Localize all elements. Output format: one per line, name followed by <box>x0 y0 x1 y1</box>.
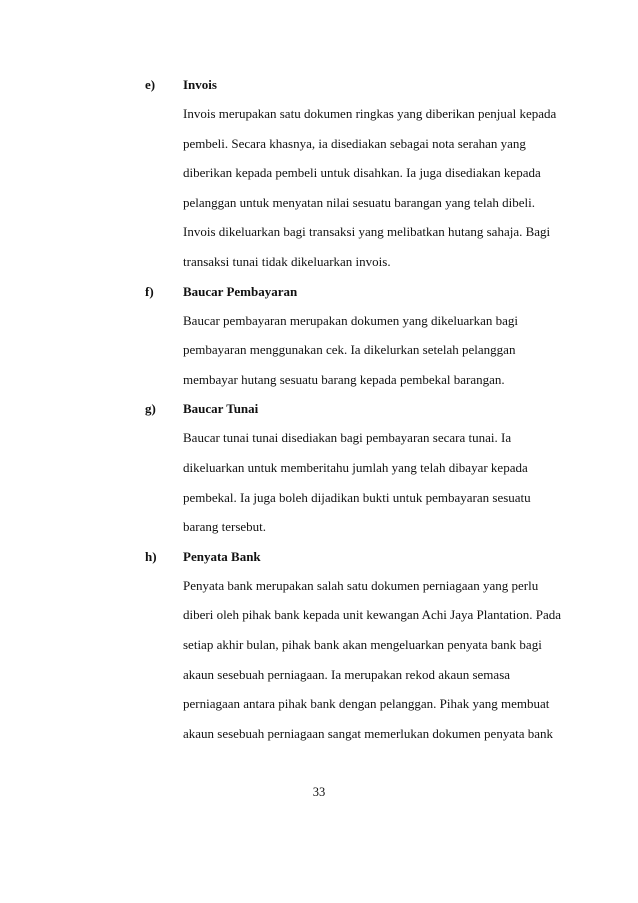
paragraph-line: pembayaran menggunakan cek. Ia dikelurkan setelah pelanggan <box>183 342 516 358</box>
paragraph-line: perniagaan antara pihak bank dengan pelanggan. Pihak yang membuat <box>183 696 550 712</box>
section-label: g) <box>145 401 156 417</box>
paragraph-line: diberi oleh pihak bank kepada unit kewangan Achi Jaya Plantation. Pada <box>183 607 561 623</box>
section-h <box>145 542 575 749</box>
paragraph-line: diberikan kepada pembeli untuk disahkan. Ia juga disediakan kepada <box>183 165 541 181</box>
section-label: h) <box>145 548 157 564</box>
paragraph-line: membayar hutang sesuatu barang kepada pembekal barangan. <box>183 371 505 387</box>
section-f <box>145 277 575 395</box>
paragraph-line: barang tersebut. <box>183 519 267 535</box>
section-heading: Penyata Bank <box>183 548 261 564</box>
paragraph-line: setiap akhir bulan, pihak bank akan mengeluarkan penyata bank bagi <box>183 636 542 652</box>
paragraph-line: Penyata bank merupakan salah satu dokumen perniagaan yang perlu <box>183 577 539 593</box>
page-content <box>145 70 575 748</box>
paragraph-line: pembeli. Secara khasnya, ia disediakan sebagai nota serahan yang <box>183 135 526 151</box>
paragraph-line: dikeluarkan untuk memberitahu jumlah yang telah dibayar kepada <box>183 459 528 475</box>
section-e <box>145 70 575 277</box>
paragraph-line: Baucar pembayaran merupakan dokumen yang dikeluarkan bagi <box>183 312 518 328</box>
paragraph-line: akaun sesebuah perniagaan. Ia merupakan rekod akaun semasa <box>183 666 511 682</box>
section-heading: Invois <box>183 77 217 92</box>
section-g <box>145 394 575 541</box>
section-heading: Baucar Tunai <box>183 401 259 417</box>
paragraph-line: Baucar tunai tunai disediakan bagi pembayaran secara tunai. Ia <box>183 430 512 446</box>
paragraph-line: pembekal. Ia juga boleh dijadikan bukti untuk pembayaran sesuatu <box>183 489 531 505</box>
paragraph-line: pelanggan untuk menyatan nilai sesuatu barangan yang telah dibeli. <box>183 194 535 210</box>
paragraph-line: Invois dikeluarkan bagi transaksi yang melibatkan hutang sahaja. Bagi <box>183 224 551 240</box>
section-label: e) <box>145 77 156 92</box>
paragraph-line: akaun sesebuah perniagaan sangat memerlukan dokumen penyata bank <box>183 725 553 741</box>
section-label: f) <box>145 283 154 299</box>
paragraph-line: Invois merupakan satu dokumen ringkas yang diberikan penjual kepada <box>183 106 557 121</box>
section-heading: Baucar Pembayaran <box>183 283 298 299</box>
page-number: 33 <box>312 785 326 799</box>
paragraph-line: transaksi tunai tidak dikeluarkan invois. <box>183 253 391 269</box>
